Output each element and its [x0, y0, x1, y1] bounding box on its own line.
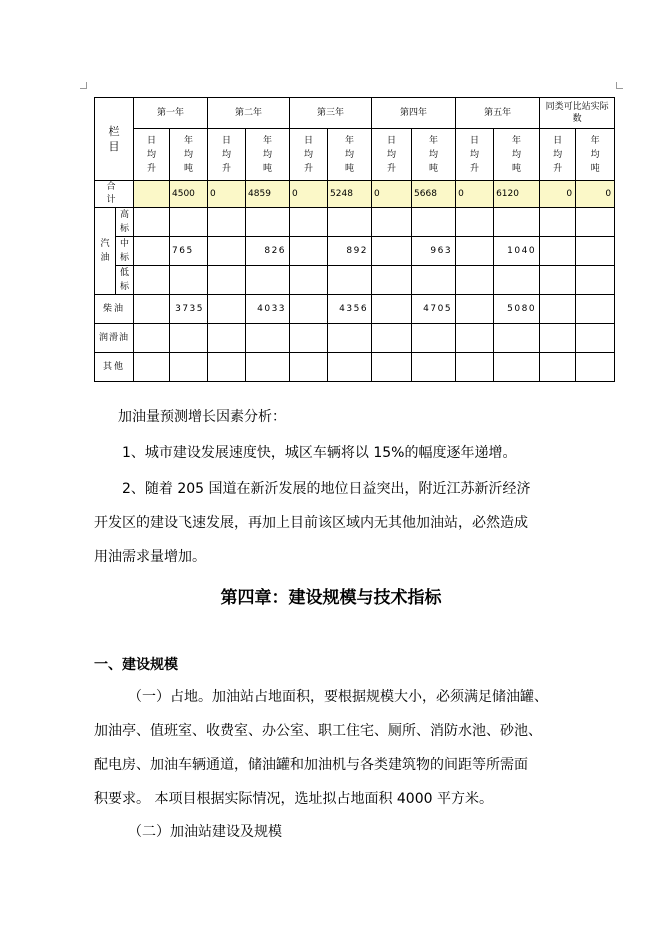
table-cell [494, 353, 540, 382]
table-cell: 5248 [328, 181, 372, 208]
table-cell [134, 266, 170, 295]
table-cell [290, 324, 328, 353]
table-cell [456, 266, 494, 295]
chapter-title: 第四章：建设规模与技术指标 [220, 588, 442, 608]
table-cell [494, 266, 540, 295]
table-cell [372, 266, 412, 295]
table-cell: 4356 [328, 295, 372, 324]
fuel-forecast-table [94, 97, 615, 382]
grade-label: 低标 [116, 266, 134, 295]
year-header: 第三年 [290, 98, 372, 129]
table-cell [540, 353, 576, 382]
table-cell [456, 237, 494, 266]
analysis-point-1: 1、城市建设发展速度快，城区车辆将以 15%的幅度逐年递增。 [122, 445, 517, 461]
table-cell [328, 353, 372, 382]
land-paragraph-line-1: （一）占地。加油站占地面积，要根据规模大小，必须满足储油罐、 [128, 689, 548, 705]
table-cell [208, 295, 246, 324]
table-cell [246, 353, 290, 382]
table-cell [290, 266, 328, 295]
table-cell [540, 266, 576, 295]
unit-header: 日均升 [290, 129, 328, 181]
section-heading: 一、建设规模 [94, 657, 178, 673]
analysis-point-2-line-3: 用油需求量增加。 [94, 549, 206, 565]
table-cell [170, 353, 208, 382]
unit-header: 年均吨 [246, 129, 290, 181]
corner-mark-top-right [616, 82, 623, 89]
table-cell [290, 353, 328, 382]
table-cell [540, 324, 576, 353]
table-cell [208, 324, 246, 353]
table-cell [456, 353, 494, 382]
unit-header: 日均升 [456, 129, 494, 181]
table-cell [328, 208, 372, 237]
analysis-point-2-line-1: 2、随着 205 国道在新沂发展的地位日益突出，附近江苏新沂经济 [122, 481, 531, 497]
header-row-years [95, 98, 615, 129]
table-cell: 1040 [494, 237, 540, 266]
table-row-lube [95, 324, 615, 353]
row-label: 润滑油 [95, 324, 134, 353]
table-row-total [95, 181, 615, 208]
header-row-units [95, 129, 615, 181]
grade-label: 高标 [116, 208, 134, 237]
table-cell [134, 324, 170, 353]
table-cell [170, 208, 208, 237]
row-label: 其他 [95, 353, 134, 382]
table-cell [290, 295, 328, 324]
table-cell [246, 208, 290, 237]
table-cell [290, 237, 328, 266]
analysis-point-2-line-2: 开发区的建设飞速发展，再加上目前该区域内无其他加油站，必然造成 [94, 515, 528, 531]
unit-header: 年均吨 [412, 129, 456, 181]
row-label-gasoline: 汽油 [95, 208, 116, 295]
table-row-other [95, 353, 615, 382]
table-cell [372, 295, 412, 324]
table-cell [456, 208, 494, 237]
table-cell: 5080 [494, 295, 540, 324]
table-cell [412, 266, 456, 295]
table-cell [494, 208, 540, 237]
table-cell: 5668 [412, 181, 456, 208]
year-header: 第一年 [134, 98, 208, 129]
unit-header: 日均升 [208, 129, 246, 181]
table-cell: 826 [246, 237, 290, 266]
table-cell [540, 295, 576, 324]
unit-header: 年均吨 [576, 129, 615, 181]
table-cell [290, 208, 328, 237]
land-paragraph-line-3: 配电房、加油车辆通道，储油罐和加油机与各类建筑物的间距等所需面 [94, 757, 528, 773]
table-row-gasoline-high [95, 208, 615, 237]
subsection-heading: （二）加油站建设及规模 [128, 824, 282, 840]
table-cell [246, 324, 290, 353]
table-cell [576, 266, 615, 295]
table-cell [208, 208, 246, 237]
table-cell [134, 237, 170, 266]
table-cell [170, 324, 208, 353]
table-cell [134, 295, 170, 324]
table-cell [328, 324, 372, 353]
table-cell: 892 [328, 237, 372, 266]
table-cell [208, 353, 246, 382]
table-cell [170, 266, 208, 295]
table-cell: 0 [290, 181, 328, 208]
table-cell [208, 266, 246, 295]
table-cell: 3735 [170, 295, 208, 324]
table-cell: 4859 [246, 181, 290, 208]
unit-header: 年均吨 [170, 129, 208, 181]
table-row-gasoline-low [95, 266, 615, 295]
table-cell: 0 [540, 181, 576, 208]
table-cell [372, 324, 412, 353]
table-cell [576, 208, 615, 237]
table-cell: 0 [456, 181, 494, 208]
table-cell: 4033 [246, 295, 290, 324]
table-cell [576, 295, 615, 324]
comparable-station-header: 同类可比站实际数 [540, 98, 615, 129]
table-cell [372, 237, 412, 266]
table-cell [576, 353, 615, 382]
table-cell [412, 324, 456, 353]
table-cell: 963 [412, 237, 456, 266]
table-cell [456, 324, 494, 353]
table-cell: 765 [170, 237, 208, 266]
unit-header: 日均升 [134, 129, 170, 181]
table-cell [328, 266, 372, 295]
row-label: 柴油 [95, 295, 134, 324]
row-label: 合 计 [95, 181, 134, 208]
unit-header: 日均升 [540, 129, 576, 181]
table-cell: 4500 [170, 181, 208, 208]
table-cell [372, 208, 412, 237]
grade-label: 中标 [116, 237, 134, 266]
table-cell [576, 324, 615, 353]
table-cell [456, 295, 494, 324]
table-cell [576, 237, 615, 266]
land-paragraph-line-4: 积要求。 本项目根据实际情况，选址拟占地面积 4000 平方米。 [94, 791, 493, 807]
table-cell [540, 208, 576, 237]
table-cell: 0 [372, 181, 412, 208]
table-cell [412, 208, 456, 237]
table-cell [246, 266, 290, 295]
land-paragraph-line-2: 加油亭、值班室、收费室、办公室、职工住宅、厕所、消防水池、砂池、 [94, 723, 542, 739]
table-cell: 0 [576, 181, 615, 208]
analysis-heading: 加油量预测增长因素分析： [118, 409, 286, 425]
year-header: 第二年 [208, 98, 290, 129]
unit-header: 日均升 [372, 129, 412, 181]
table-cell [134, 208, 170, 237]
table-cell: 4705 [412, 295, 456, 324]
unit-header: 年均吨 [328, 129, 372, 181]
year-header: 第四年 [372, 98, 456, 129]
table-cell [494, 324, 540, 353]
table-cell [134, 353, 170, 382]
table-row-gasoline-mid [95, 237, 615, 266]
table-cell [208, 237, 246, 266]
unit-header: 年均吨 [494, 129, 540, 181]
table-cell [412, 353, 456, 382]
table-cell: 6120 [494, 181, 540, 208]
table-cell [540, 237, 576, 266]
table-cell [134, 181, 170, 208]
table-row-diesel [95, 295, 615, 324]
corner-mark-top-left [80, 82, 87, 89]
column-label-cell: 栏目 [95, 98, 134, 181]
table-cell: 0 [208, 181, 246, 208]
year-header: 第五年 [456, 98, 540, 129]
table-cell [372, 353, 412, 382]
